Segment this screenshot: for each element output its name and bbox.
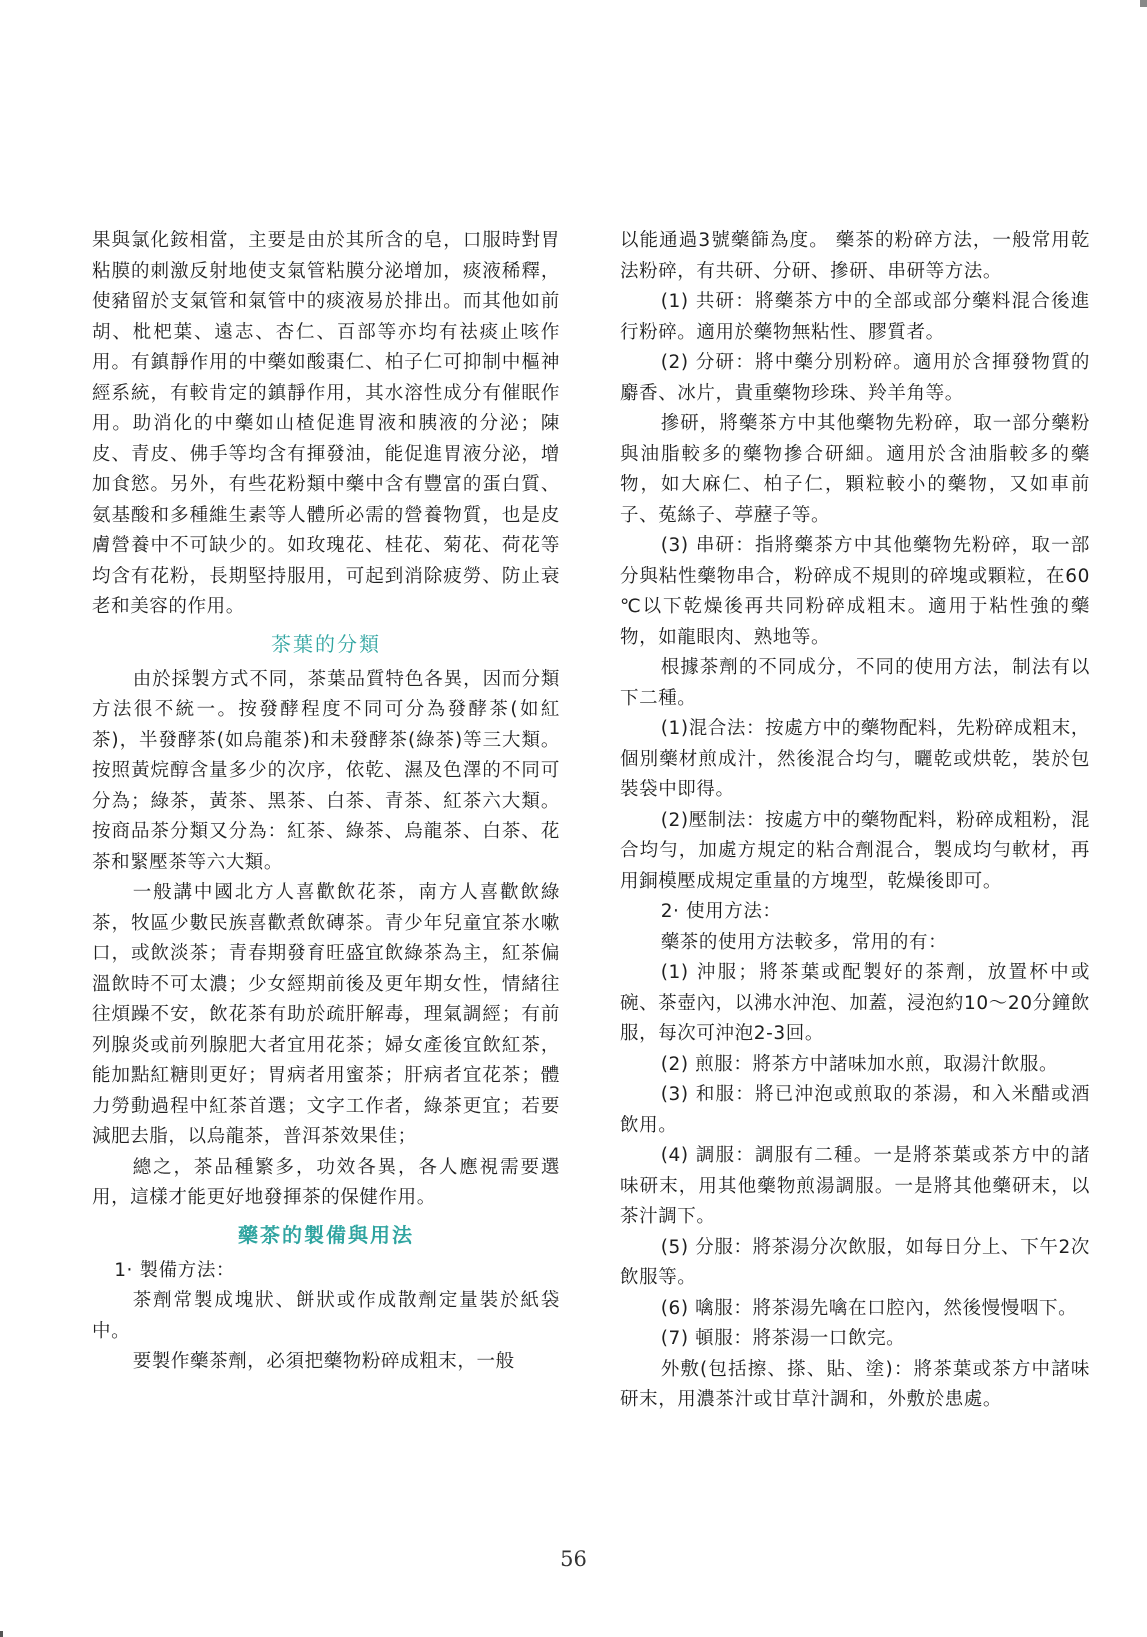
paragraph: 1· 製備方法： — [114, 1259, 236, 1281]
paragraph: (2)壓制法：按處方中的藥物配料，粉碎成粗粉，混合均勻，加處方規定的粘合劑混合，製成均勻軟材，再用銅模壓成規定重量的方塊型，乾燥後即可。 — [620, 809, 1090, 892]
paragraph: 茶劑常製成塊狀、餅狀或作成散劑定量裝於紙袋中。 — [92, 1290, 560, 1342]
paragraph: 果與氯化銨相當，主要是由於其所含的皂，口服時對胃粘膜的刺激反射地使支氣管粘膜分泌增加，痰液稀釋，使豬留於支氣管和氣管中的痰液易於排出。而其他如前胡、枇杷葉、遠志、杏仁、百部等亦均有祛痰止咳作用。有鎮靜作用的中藥如酸棗仁、柏子仁可抑制中樞神經系統，有較肯定的鎮靜作用，其水溶性成分有催眠作用。助消化的中藥如山楂促進胃液和胰液的分泌；陳皮、青皮、佛手等均含有揮發油，能促進胃液分泌，增加食慾。另外，有些花粉類中藥中含有豐富的蛋白質、氨基酸和多種維生素等人體所必需的營養物質，也是皮膚營養中不可缺少的。如玫瑰花、桂花、菊花、荷花等均含有花粉，長期堅持服用，可起到消除疲勞、防止衰老和美容的作用。 — [92, 230, 560, 617]
paragraph: (2) 煎服：將茶方中諸味加水煎，取湯汁飲服。 — [660, 1053, 1059, 1075]
paragraph: 要製作藥茶劑，必須把藥物粉碎成粗末，一般 — [132, 1351, 515, 1372]
paragraph: 藥茶的使用方法較多，常用的有： — [660, 931, 948, 953]
paragraph: (2) 分研：將中藥分別粉碎。適用於含揮發物質的麝香、冰片，貴重藥物珍珠、羚羊角等。 — [620, 352, 1090, 404]
paragraph: (5) 分服：將茶湯分次飲服，如每日分上、下午2次飲服等。 — [620, 1236, 1090, 1288]
scan-corner-mark — [1140, 0, 1147, 7]
paragraph: (4) 調服：調服有二種。一是將茶葉或茶方中的諸味研末，用其他藥物煎湯調服。一是將其他藥研末，以茶汁調下。 — [620, 1145, 1090, 1227]
paragraph: 外敷(包括擦、搽、貼、塗)：將茶葉或茶方中諸味研末，用濃茶汁或甘草汁調和，外敷於患處。 — [620, 1358, 1090, 1410]
paragraph: 一般講中國北方人喜歡飲花茶，南方人喜歡飲綠茶，牧區少數民族喜歡煮飲磚茶。青少年兒童宜茶水嗽口，或飲淡茶；青春期發育旺盛宜飲綠茶為主，紅茶偏溫飲時不可太濃；少女經期前後及更年期女性，情緒往往煩躁不安，飲花茶有助於疏肝解毒，理氣調經；有前列腺炎或前列腺肥大者宜用花茶；婦女產後宜飲紅茶，能加點紅糖則更好；胃病者用蜜茶；肝病者宜花茶；體力勞動過程中紅茶首選；文字工作者，綠茶更宜；若要減肥去脂，以烏龍茶，普洱茶效果佳； — [92, 882, 560, 1147]
section-heading-preparation-usage: 藥茶的製備與用法 — [238, 1222, 414, 1247]
paragraph: (1) 沖服；將茶葉或配製好的茶劑，放置杯中或碗、茶壺內，以沸水沖泡、加蓋，浸泡約10～20分鐘飲服，每次可沖泡2-3回。 — [620, 962, 1090, 1044]
paragraph: (3) 和服：將已沖泡或煎取的茶湯，和入米醋或酒飲用。 — [620, 1084, 1090, 1136]
paragraph: 由於採製方式不同，茶葉品質特色各異，因而分類方法很不統一。按發酵程度不同可分為發酵茶(如紅茶)，半發酵茶(如烏龍茶)和未發酵茶(綠茶)等三大類。按照黃烷醇含量多少的次序，依乾、濕及色澤的不同可分為；綠茶，黃茶、黑茶、白茶、青茶、紅茶六大類。按商品茶分類又分為：紅茶、綠茶、烏龍茶、白茶、花茶和緊壓茶等六大類。 — [92, 668, 560, 873]
right-column — [620, 226, 1090, 1416]
page-number: 56 — [560, 1547, 587, 1571]
paragraph: 根據茶劑的不同成分，不同的使用方法，制法有以下二種。 — [620, 657, 1090, 709]
paragraph: 總之，茶品種繁多，功效各異，各人應視需要選用，這樣才能更好地發揮茶的保健作用。 — [92, 1156, 560, 1208]
left-column — [92, 226, 560, 1378]
paragraph: 以能通過3號藥篩為度。 藥茶的粉碎方法，一般常用乾法粉碎，有共研、分研、摻研、串研等方法。 — [620, 230, 1090, 282]
paragraph: (6) 噙服：將茶湯先噙在口腔內，然後慢慢咽下。 — [660, 1297, 1078, 1319]
paragraph: 摻研，將藥茶方中其他藥物先粉碎，取一部分藥粉與油脂較多的藥物摻合研細。適用於含油脂較多的藥物，如大麻仁、柏子仁，顆粒較小的藥物，又如車前子、菟絲子、葶藶子等。 — [620, 413, 1090, 526]
paragraph: (3) 串研：指將藥茶方中其他藥物先粉碎，取一部分與粘性藥物串合，粉碎成不規則的碎塊或顆粒，在60 ℃以下乾燥後再共同粉碎成粗末。適用于粘性強的藥物，如龍眼肉、熟地等。 — [620, 535, 1090, 648]
section-heading-tea-classification: 茶葉的分類 — [271, 631, 381, 656]
paragraph: (1)混合法：按處方中的藥物配料，先粉碎成粗末，個別藥材煎成汁，然後混合均勻，曬乾或烘乾，裝於包裝袋中即得。 — [620, 718, 1090, 800]
paragraph: (7) 頓服：將茶湯一口飲完。 — [660, 1328, 906, 1349]
paragraph: 2· 使用方法： — [660, 901, 782, 922]
scan-edge-mark — [0, 1631, 3, 1637]
paragraph: (1) 共研：將藥茶方中的全部或部分藥料混合後進行粉碎。適用於藥物無粘性、膠質者。 — [620, 291, 1090, 343]
